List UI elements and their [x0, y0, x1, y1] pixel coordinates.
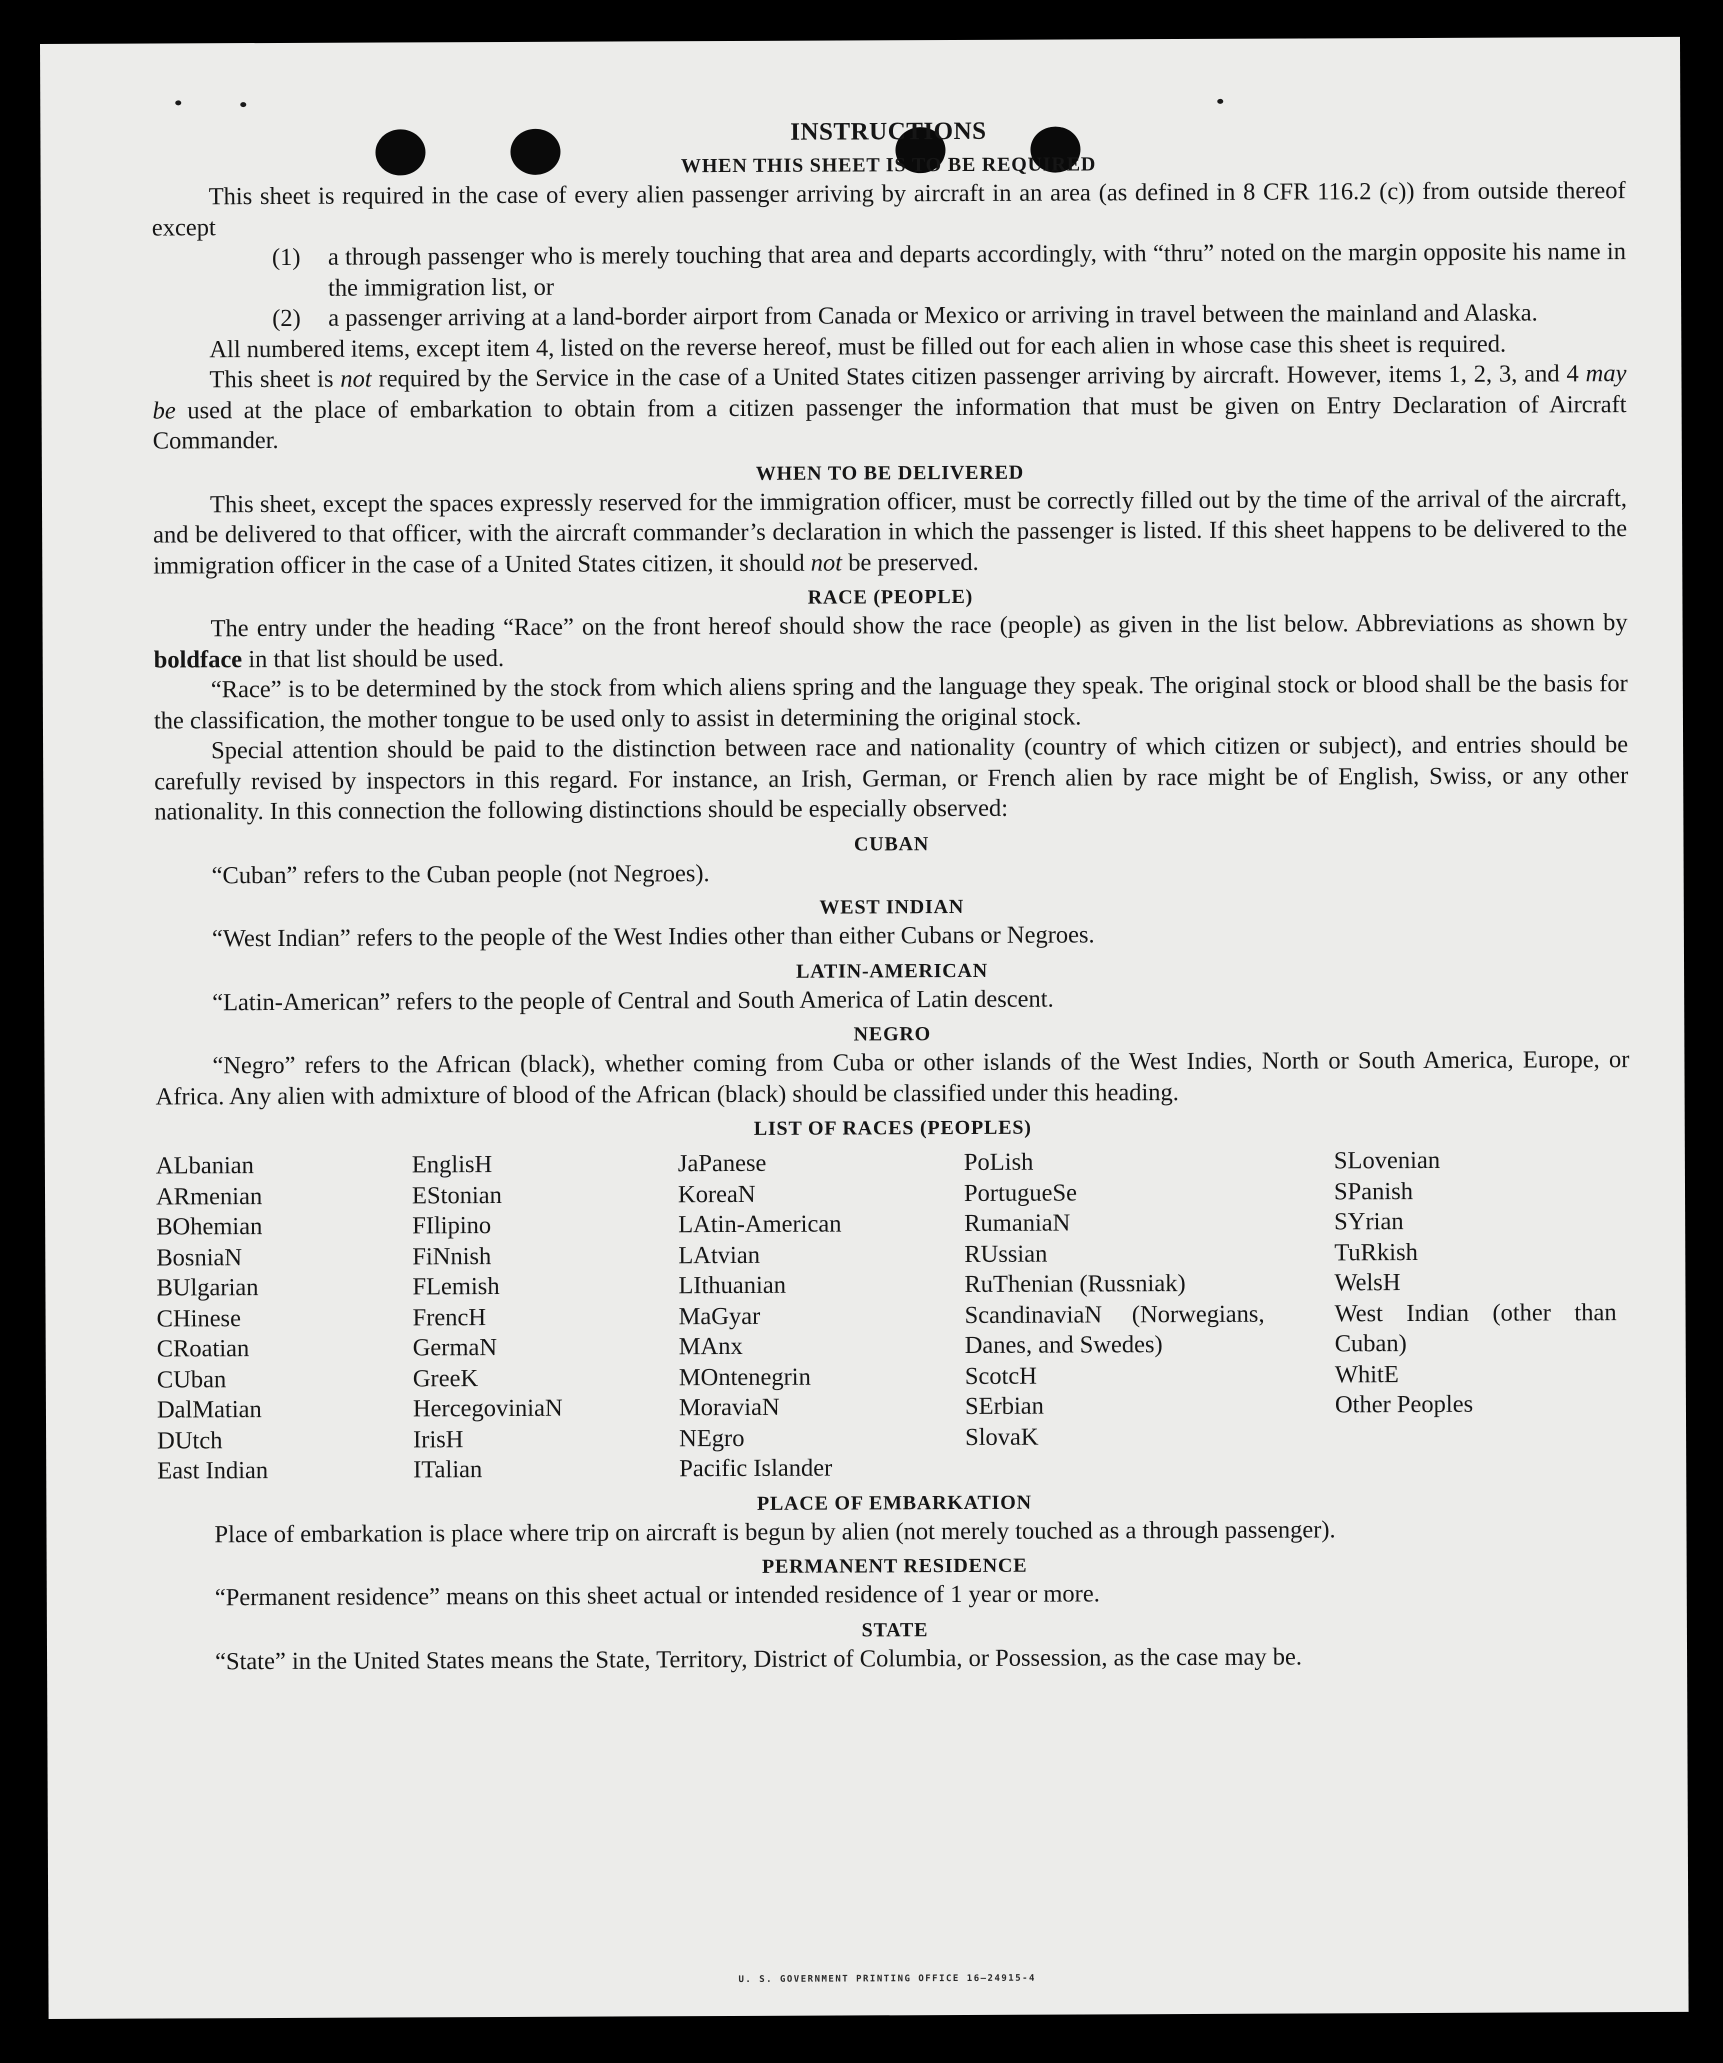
section-heading-list-of-races: LIST OF RACES (PEOPLES): [753, 1116, 1032, 1140]
race-item: LIthuanian: [678, 1271, 786, 1300]
paragraph: “Cuban” refers to the Cuban people (not Negroes).: [211, 859, 710, 889]
item-text: a through passenger who is merely touching that area and departs accordingly, with “thru” noted on the margin opposite his name in the immigration list, or: [327, 238, 1626, 302]
race-item: SPanish: [1333, 1177, 1414, 1205]
race-item: RumaniaN: [964, 1209, 1071, 1237]
race-item: SlovaK: [965, 1423, 1039, 1451]
race-item: KoreaN: [677, 1180, 756, 1208]
section-heading-negro: NEGRO: [853, 1023, 932, 1046]
race-item: SYrian: [1334, 1208, 1404, 1236]
paragraph: This sheet is required in the case of every alien passenger arriving by aircraft in an area (as defined in 8 CFR 116.2 (c)) from outside thereof except: [151, 177, 1626, 242]
race-item: DalMatian: [156, 1396, 262, 1424]
paragraph: [152, 359, 1626, 457]
races-list: [156, 1145, 1631, 1487]
races-column: [964, 1147, 1265, 1484]
race-item: ITalian: [413, 1456, 483, 1484]
race-item: ScandinaviaN (Norwegians, Danes, and Swedes): [964, 1300, 1265, 1359]
race-item: FLemish: [412, 1273, 500, 1301]
race-item: Pacific Islander: [679, 1454, 833, 1483]
speck: [240, 102, 246, 107]
paragraph: “West Indian” refers to the people of the West Indies other than either Cubans or Negroes.: [211, 921, 1095, 953]
paragraph: Place of embarkation is place where trip on aircraft is begun by alien (not merely touched as a through passenger).: [214, 1515, 1336, 1548]
text-run: used at the place of embarkation to obtain from a citizen passenger the information that must be given on Entry Declaration of Aircraft Commander.: [152, 390, 1627, 455]
race-item: PortugueSe: [963, 1178, 1078, 1207]
page-title: INSTRUCTIONS: [790, 117, 987, 146]
numbered-item: [272, 237, 1626, 304]
paragraph: “Race” is to be determined by the stock from which aliens spring and the language they speak. The original stock or blood shall be the basis for the classification, the mother tongue to be used only to assist in determining the original stock.: [153, 670, 1628, 735]
races-column: [156, 1150, 413, 1487]
race-item: DUtch: [157, 1426, 223, 1455]
italic-text: not: [810, 549, 843, 577]
section-heading-race: RACE (PEOPLE): [807, 585, 974, 609]
race-item: LAtvian: [678, 1241, 761, 1269]
race-item: Other Peoples: [1334, 1390, 1474, 1419]
race-item: SErbian: [964, 1392, 1044, 1420]
speck: [175, 100, 181, 105]
race-item: East Indian: [157, 1457, 269, 1485]
races-column: [1334, 1145, 1617, 1482]
race-item: CRoatian: [156, 1335, 250, 1363]
race-item: BosniaN: [156, 1243, 243, 1272]
race-item: PoLish: [963, 1148, 1034, 1176]
race-item: BUlgarian: [156, 1274, 259, 1302]
bold-text: boldface: [153, 645, 243, 674]
race-item: EStonian: [411, 1181, 502, 1209]
italic-text: not: [340, 365, 372, 393]
text-run: in that list should be used.: [242, 644, 505, 673]
race-item: LAtin-American: [678, 1210, 842, 1239]
race-item: WhitE: [1334, 1360, 1399, 1388]
section-heading-embarkation: PLACE OF EMBARKATION: [756, 1491, 1032, 1515]
race-item: West Indian (other than Cuban): [1334, 1298, 1617, 1358]
race-item: MoraviaN: [678, 1393, 780, 1422]
paragraph: All numbered items, except item 4, listed on the reverse hereof, must be filled out for each alien in whose case this sheet is required.: [209, 330, 1507, 363]
speck: [1217, 99, 1223, 104]
paragraph: “State” in the United States means the State, Territory, District of Columbia, or Possession, as the case may be.: [214, 1643, 1303, 1675]
race-item: IrisH: [413, 1425, 464, 1453]
section-heading-cuban: CUBAN: [853, 832, 930, 855]
section-heading-west-indian: WEST INDIAN: [819, 895, 965, 919]
section-heading-state: STATE: [861, 1618, 929, 1641]
section-heading-latin-american: LATIN-AMERICAN: [796, 959, 989, 983]
race-item: ScotcH: [964, 1362, 1038, 1390]
race-item: HercegoviniaN: [412, 1394, 563, 1423]
paragraph: [153, 484, 1627, 582]
italic-text: may be: [152, 360, 1627, 425]
item-number: (1): [271, 243, 301, 271]
race-item: FiNnish: [412, 1242, 492, 1270]
race-item: ALbanian: [155, 1152, 254, 1180]
race-item: CHinese: [156, 1304, 241, 1333]
race-item: ARmenian: [155, 1182, 263, 1211]
race-item: GermaN: [412, 1334, 498, 1362]
text-run: This sheet, except the spaces expressly reserved for the immigration officer, must be correctly filled out by the time of the arrival of the aircraft, and be delivered to that officer, with the aircraft commander’s declaration in which the passenger is listed. If this sheet happens to be delivered to the immigration officer in the case of a United States citizen, it should: [153, 484, 1628, 580]
race-item: NEgro: [679, 1424, 745, 1452]
item-text: a passenger arriving at a land-border airport from Canada or Mexico or arriving in travel between the mainland and Alaska.: [328, 299, 1538, 332]
paragraph: Special attention should be paid to the distinction between race and nationality (country of which citizen or subject), and entries should be carefully revised by inspectors in this regard. For instance, an Irish, German, or French alien by race might be of English, Swiss, or any other nationality. In this connection the following distinctions should be especially observed:: [154, 731, 1629, 826]
race-item: CUban: [156, 1365, 227, 1394]
paragraph: “Negro” refers to the African (black), whether coming from Cuba or other islands of the West Indies, North or South America, Europe, or Africa. Any alien with admixture of blood of the African (black) should be classified under this heading.: [155, 1046, 1630, 1111]
race-item: RuThenian (Russniak): [964, 1270, 1186, 1298]
race-item: MAnx: [678, 1332, 743, 1361]
paragraph: [153, 608, 1627, 675]
section-heading-residence: PERMANENT RESIDENCE: [761, 1554, 1028, 1578]
race-item: EnglisH: [411, 1151, 493, 1179]
document-page: [40, 37, 1689, 2019]
paragraph: “Permanent residence” means on this sheet actual or intended residence of 1 year or more.: [214, 1580, 1100, 1612]
race-item: GreeK: [412, 1364, 479, 1392]
instructions-content: [151, 115, 1632, 1677]
race-item: MaGyar: [678, 1302, 761, 1330]
text-run: be preserved.: [841, 548, 979, 577]
race-item: FrencH: [412, 1303, 487, 1331]
race-item: TuRkish: [1334, 1238, 1418, 1266]
text-run: This sheet is: [209, 365, 341, 394]
races-column: [678, 1148, 965, 1485]
race-item: MOntenegrin: [678, 1363, 811, 1391]
section-heading-required: WHEN THIS SHEET IS TO BE REQUIRED: [680, 153, 1097, 178]
races-column: [412, 1149, 679, 1486]
race-item: SLovenian: [1333, 1146, 1441, 1175]
paragraph: “Latin-American” refers to the people of Central and South America of Latin descent.: [212, 985, 1054, 1016]
race-item: WelsH: [1334, 1269, 1401, 1297]
race-item: FIlipino: [412, 1212, 492, 1240]
item-number: (2): [272, 304, 301, 332]
section-heading-delivered: WHEN TO BE DELIVERED: [755, 461, 1024, 485]
text-run: The entry under the heading “Race” on the front hereof should show the race (people) as given in the list below. Abbreviations as shown by: [210, 609, 1628, 643]
race-item: JaPanese: [677, 1149, 767, 1178]
text-run: required by the Service in the case of a United States citizen passenger arriving by aircraft. However, items 1, 2, 3, and 4: [371, 360, 1586, 393]
race-item: RUssian: [964, 1240, 1048, 1268]
race-item: BOhemian: [156, 1213, 263, 1241]
printer-imprint: U. S. GOVERNMENT PRINTING OFFICE 16—24915-4: [738, 1973, 1036, 1985]
